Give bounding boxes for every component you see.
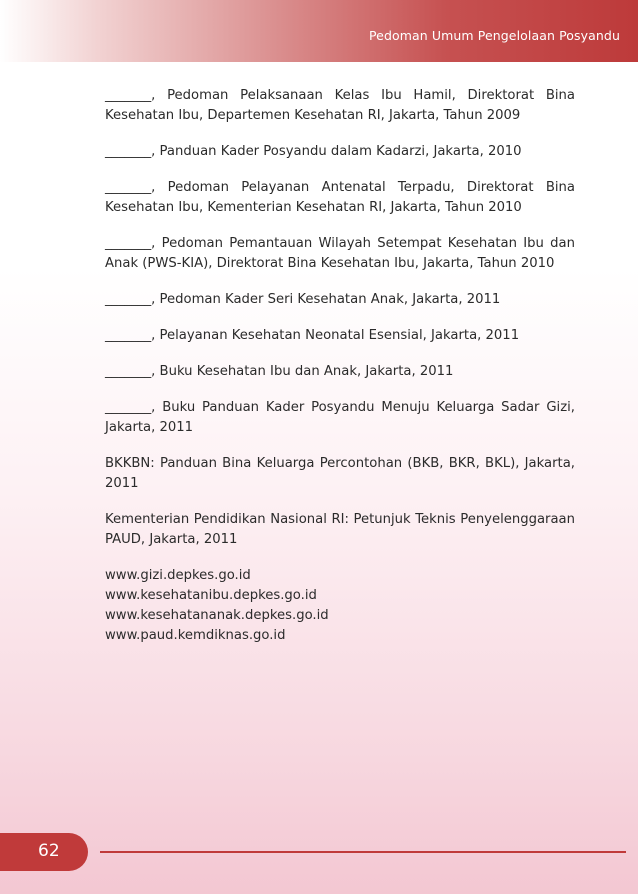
- reference-item: Kementerian Pendidikan Nasional RI: Petunjuk Teknis Penyelenggaraan PAUD, Jakarta, 2011: [105, 512, 575, 547]
- reference-item: BKKBN: Panduan Bina Keluarga Percontohan (BKB, BKR, BKL), Jakarta, 2011: [105, 456, 575, 491]
- url-link[interactable]: www.gizi.depkes.go.id: [105, 568, 251, 583]
- reference-item: _______, Pedoman Pemantauan Wilayah Setempat Kesehatan Ibu dan Anak (PWS-KIA), Direktorat Bina Kesehatan Ibu, Jakarta, Tahun 2010: [105, 236, 575, 271]
- footer-rule: [100, 851, 626, 853]
- reference-item: _______, Pedoman Kader Seri Kesehatan Anak, Jakarta, 2011: [105, 292, 501, 307]
- reference-item: _______, Buku Kesehatan Ibu dan Anak, Jakarta, 2011: [105, 364, 454, 379]
- reference-item: _______, Pelayanan Kesehatan Neonatal Esensial, Jakarta, 2011: [105, 328, 520, 343]
- url-link[interactable]: www.paud.kemdiknas.go.id: [105, 628, 286, 643]
- reference-item: _______, Buku Panduan Kader Posyandu Menuju Keluarga Sadar Gizi, Jakarta, 2011: [105, 400, 575, 435]
- url-link[interactable]: www.kesehatananak.depkes.go.id: [105, 608, 329, 623]
- reference-item: _______, Panduan Kader Posyandu dalam Kadarzi, Jakarta, 2010: [105, 144, 522, 159]
- header-band: [0, 0, 638, 62]
- url-list: [105, 566, 575, 646]
- page-number: 62: [38, 841, 60, 861]
- reference-item: _______, Pedoman Pelaksanaan Kelas Ibu Hamil, Direktorat Bina Kesehatan Ibu, Departemen Kesehatan RI, Jakarta, Tahun 2009: [105, 88, 575, 123]
- reference-item: _______, Pedoman Pelayanan Antenatal Terpadu, Direktorat Bina Kesehatan Ibu, Kementerian Kesehatan RI, Jakarta, Tahun 2010: [105, 180, 575, 215]
- reference-list: [105, 86, 575, 646]
- url-link[interactable]: www.kesehatanibu.depkes.go.id: [105, 588, 317, 603]
- running-header-title: Pedoman Umum Pengelolaan Posyandu: [368, 28, 620, 43]
